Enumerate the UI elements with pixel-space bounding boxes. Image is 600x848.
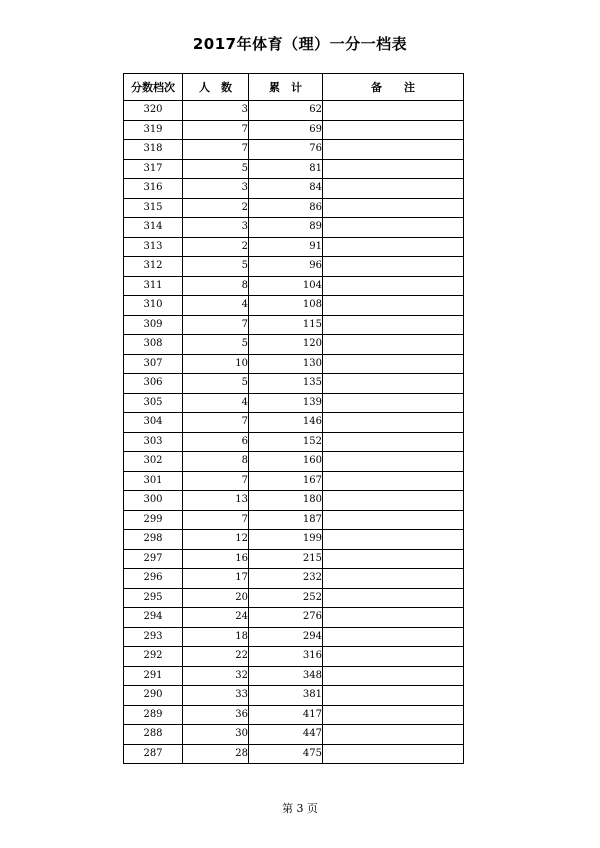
note-cell [323,744,464,764]
count-cell: 28 [183,744,249,764]
note-cell [323,627,464,647]
count-cell: 22 [183,647,249,667]
score-cell: 310 [124,296,183,316]
cumulative-cell: 348 [249,666,323,686]
table-row [124,393,464,413]
cumulative-cell: 91 [249,237,323,257]
cumulative-cell: 84 [249,179,323,199]
table-header-row [124,74,464,101]
count-cell: 2 [183,237,249,257]
count-cell: 5 [183,374,249,394]
cumulative-cell: 160 [249,452,323,472]
score-cell: 307 [124,354,183,374]
count-cell: 4 [183,296,249,316]
table-row [124,705,464,725]
cumulative-cell: 276 [249,608,323,628]
score-cell: 291 [124,666,183,686]
table-row [124,179,464,199]
table-row [124,608,464,628]
note-cell [323,101,464,121]
note-cell [323,725,464,745]
cumulative-cell: 108 [249,296,323,316]
table-row [124,218,464,238]
count-cell: 3 [183,179,249,199]
table-row [124,374,464,394]
score-cell: 306 [124,374,183,394]
score-cell: 289 [124,705,183,725]
count-cell: 30 [183,725,249,745]
cumulative-cell: 167 [249,471,323,491]
note-cell [323,666,464,686]
count-cell: 16 [183,549,249,569]
score-cell: 302 [124,452,183,472]
count-cell: 12 [183,530,249,550]
count-cell: 7 [183,315,249,335]
cumulative-cell: 130 [249,354,323,374]
cumulative-cell: 232 [249,569,323,589]
count-cell: 24 [183,608,249,628]
cumulative-cell: 447 [249,725,323,745]
table-row [124,471,464,491]
cumulative-cell: 135 [249,374,323,394]
count-cell: 33 [183,686,249,706]
note-cell [323,198,464,218]
table-row [124,666,464,686]
table-row [124,354,464,374]
note-cell [323,276,464,296]
cumulative-cell: 187 [249,510,323,530]
score-cell: 293 [124,627,183,647]
count-cell: 2 [183,198,249,218]
table-row [124,198,464,218]
cumulative-cell: 152 [249,432,323,452]
count-cell: 6 [183,432,249,452]
note-cell [323,588,464,608]
table-row [124,296,464,316]
score-cell: 288 [124,725,183,745]
score-cell: 292 [124,647,183,667]
note-cell [323,374,464,394]
note-cell [323,530,464,550]
score-cell: 311 [124,276,183,296]
count-cell: 32 [183,666,249,686]
score-cell: 315 [124,198,183,218]
cumulative-cell: 76 [249,140,323,160]
table-row [124,335,464,355]
header-cumulative: 累 计 [249,74,323,101]
note-cell [323,432,464,452]
count-cell: 18 [183,627,249,647]
score-cell: 317 [124,159,183,179]
score-cell: 303 [124,432,183,452]
note-cell [323,452,464,472]
count-cell: 8 [183,452,249,472]
note-cell [323,315,464,335]
table-row [124,276,464,296]
count-cell: 3 [183,101,249,121]
cumulative-cell: 115 [249,315,323,335]
note-cell [323,179,464,199]
page-title: 2017年体育（理）一分一档表 [192,35,408,53]
table-row [124,452,464,472]
note-cell [323,120,464,140]
score-cell: 304 [124,413,183,433]
cumulative-cell: 86 [249,198,323,218]
table-row [124,549,464,569]
table-row [124,101,464,121]
table-row [124,510,464,530]
score-cell: 314 [124,218,183,238]
cumulative-cell: 120 [249,335,323,355]
note-cell [323,237,464,257]
score-cell: 309 [124,315,183,335]
score-cell: 316 [124,179,183,199]
note-cell [323,218,464,238]
table-row [124,686,464,706]
note-cell [323,471,464,491]
page-number: 第 3 页 [282,802,318,815]
count-cell: 36 [183,705,249,725]
score-cell: 296 [124,569,183,589]
count-cell: 17 [183,569,249,589]
cumulative-cell: 252 [249,588,323,608]
table-row [124,257,464,277]
note-cell [323,257,464,277]
note-cell [323,510,464,530]
count-cell: 7 [183,140,249,160]
count-cell: 7 [183,510,249,530]
count-cell: 8 [183,276,249,296]
score-cell: 308 [124,335,183,355]
cumulative-cell: 475 [249,744,323,764]
table-row [124,315,464,335]
score-cell: 300 [124,491,183,511]
count-cell: 10 [183,354,249,374]
count-cell: 7 [183,413,249,433]
table-row [124,647,464,667]
note-cell [323,491,464,511]
note-cell [323,647,464,667]
cumulative-cell: 69 [249,120,323,140]
table-row [124,120,464,140]
table-row [124,159,464,179]
count-cell: 20 [183,588,249,608]
table-row [124,140,464,160]
count-cell: 5 [183,257,249,277]
table-row [124,569,464,589]
note-cell [323,413,464,433]
score-cell: 290 [124,686,183,706]
header-count: 人 数 [183,74,249,101]
cumulative-cell: 139 [249,393,323,413]
score-cell: 294 [124,608,183,628]
note-cell [323,686,464,706]
score-cell: 301 [124,471,183,491]
cumulative-cell: 199 [249,530,323,550]
score-cell: 318 [124,140,183,160]
table-row [124,588,464,608]
count-cell: 7 [183,120,249,140]
note-cell [323,354,464,374]
table-row [124,432,464,452]
table-row [124,627,464,647]
count-cell: 13 [183,491,249,511]
header-score: 分数档次 [124,74,183,101]
score-cell: 313 [124,237,183,257]
cumulative-cell: 381 [249,686,323,706]
cumulative-cell: 104 [249,276,323,296]
header-note: 备 注 [323,74,464,101]
cumulative-cell: 62 [249,101,323,121]
cumulative-cell: 180 [249,491,323,511]
table-row [124,237,464,257]
table-row [124,744,464,764]
cumulative-cell: 146 [249,413,323,433]
score-cell: 299 [124,510,183,530]
note-cell [323,608,464,628]
count-cell: 4 [183,393,249,413]
score-cell: 319 [124,120,183,140]
note-cell [323,393,464,413]
count-cell: 7 [183,471,249,491]
score-cell: 297 [124,549,183,569]
cumulative-cell: 96 [249,257,323,277]
note-cell [323,159,464,179]
cumulative-cell: 89 [249,218,323,238]
cumulative-cell: 81 [249,159,323,179]
note-cell [323,549,464,569]
note-cell [323,296,464,316]
count-cell: 5 [183,159,249,179]
score-cell: 295 [124,588,183,608]
table-row [124,491,464,511]
table-row [124,530,464,550]
table-row [124,413,464,433]
score-cell: 312 [124,257,183,277]
score-cell: 305 [124,393,183,413]
score-cell: 320 [124,101,183,121]
note-cell [323,140,464,160]
cumulative-cell: 215 [249,549,323,569]
table-row [124,725,464,745]
note-cell [323,569,464,589]
note-cell [323,705,464,725]
cumulative-cell: 294 [249,627,323,647]
cumulative-cell: 417 [249,705,323,725]
cumulative-cell: 316 [249,647,323,667]
table-body [124,101,464,764]
score-cell: 287 [124,744,183,764]
count-cell: 3 [183,218,249,238]
count-cell: 5 [183,335,249,355]
score-distribution-table [123,73,464,764]
note-cell [323,335,464,355]
score-cell: 298 [124,530,183,550]
